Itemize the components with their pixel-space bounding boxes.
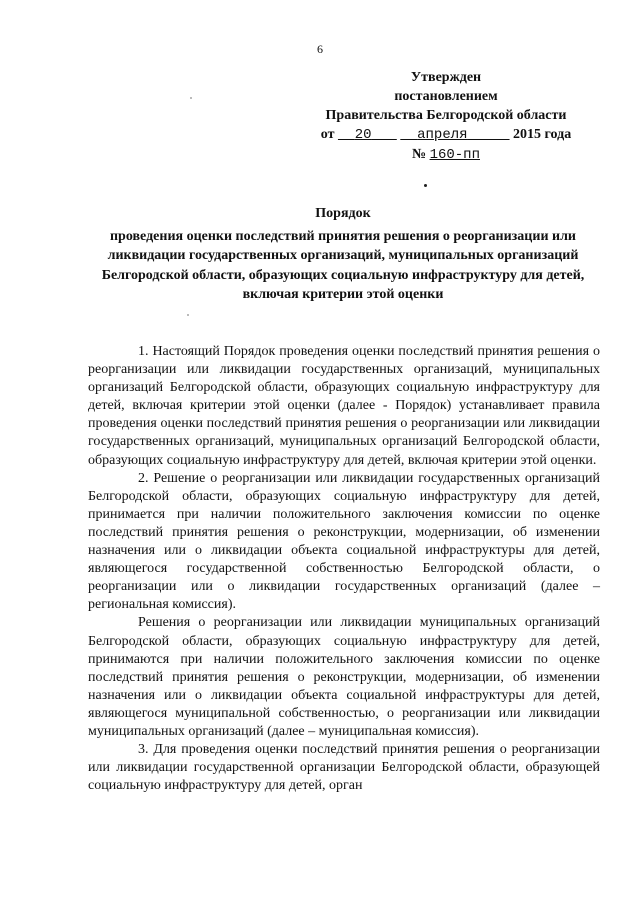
title-subtitle: проведения оценки последствий принятия решения о реорганизации или ликвидации государственных организаций, муниципальных организаций Белгородской области, образующих социальную инфраструктуру для детей, включая критерии этой оценки xyxy=(101,228,585,302)
paragraph-2-municipal: Решения о реорганизации или ликвидации муниципальных организаций Белгородской области, образующих социальную инфраструктуру для детей, принимаются при наличии положительного заключения комиссии по оценке последствий принятия решения о реконструкции, модернизации, об изменении назначения или о ликвидации объекта социальной инфраструктуры для детей, являющегося муниципальной собственностью, о реорганизации или ликвидации муниципальных организаций (далее – муниципальная комиссия). xyxy=(88,615,600,739)
scan-speck xyxy=(187,314,189,316)
approval-line-approved: Утвержден xyxy=(410,70,482,85)
approval-date xyxy=(296,125,596,145)
paragraph-3: 3. Для проведения оценки последствий принятия решения о реорганизации или ликвидации государственной организации Белгородской области, образующей социальную инфраструктуру для детей, орган xyxy=(88,742,600,794)
date-day: 20 xyxy=(354,127,372,143)
paragraph-2: 2. Решение о реорганизации или ликвидации государственных организаций Белгородской области, образующих социальную инфраструктуру для детей, принимается при наличии положительного заключения комиссии по оценке последствий принятия решения о реконструкции, модернизации, об изменении назначения или о ликвидации объекта социальной инфраструктуры для детей, являющегося государственной собственностью Белгородской области, о реорганизации или о ликвидации государственных организаций (далее – региональная комиссия). xyxy=(88,470,600,613)
approval-line-decree: постановлением xyxy=(394,89,498,104)
stray-dot xyxy=(424,184,427,187)
document-title xyxy=(86,204,600,305)
page-number: 6 xyxy=(317,42,323,56)
number-value: 160-пп xyxy=(429,147,480,163)
date-year: 2015 года xyxy=(513,127,572,142)
approval-number xyxy=(296,145,596,165)
document-body xyxy=(88,343,600,795)
title-heading: Порядок xyxy=(315,206,371,221)
number-prefix: № xyxy=(412,147,427,162)
approval-stamp xyxy=(296,68,596,165)
date-month: апреля xyxy=(417,127,468,143)
date-prefix: от xyxy=(320,127,335,142)
paragraph-1: 1. Настоящий Порядок проведения оценки последствий принятия решения о реорганизации или ликвидации государственных организаций, муниципальных организаций Белгородской области, образующих социальную инфраструктуру для детей, включая критерии этой оценки (далее - Порядок) устанавливает правила проведения оценки последствий принятия решения о реорганизации или ликвидации государственных организаций, муниципальных организаций Белгородской области, образующих социальную инфраструктуру для детей, включая критерии этой оценки. xyxy=(88,344,600,468)
scan-speck xyxy=(190,97,192,99)
approval-line-government: Правительства Белгородской области xyxy=(325,108,567,123)
